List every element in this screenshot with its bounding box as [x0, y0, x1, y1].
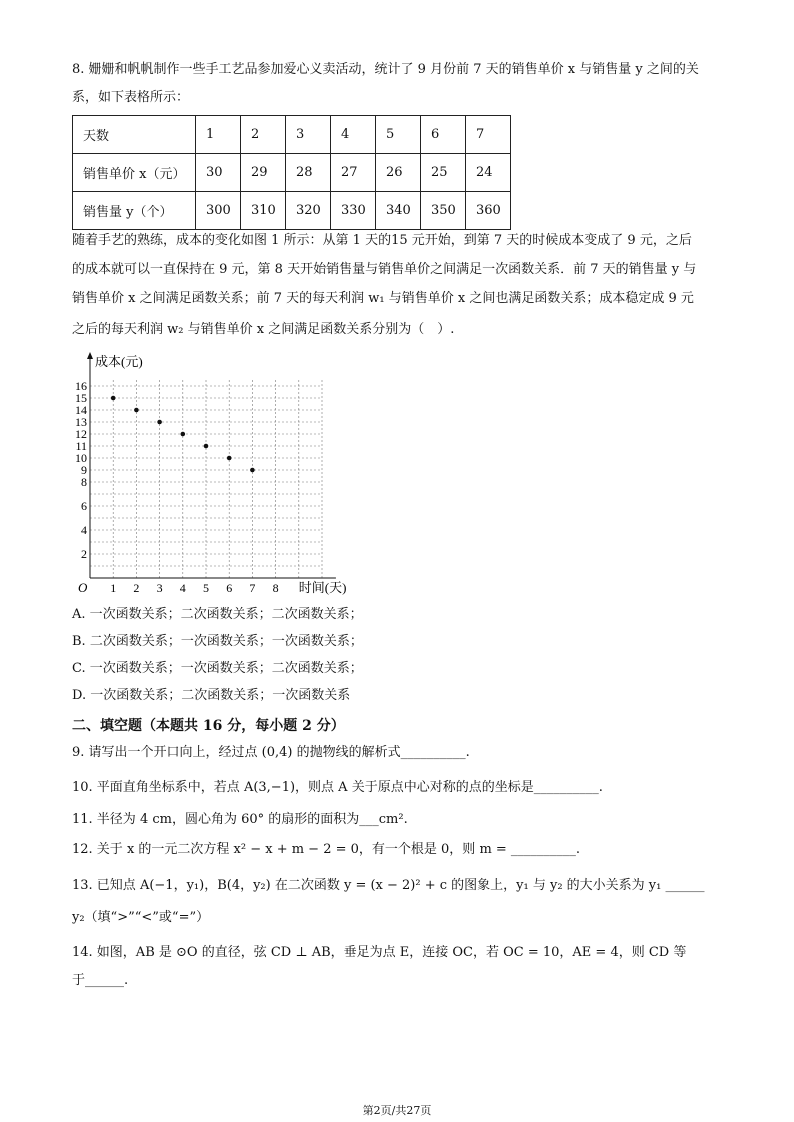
y-tick-label: 11: [75, 439, 87, 453]
q14-line2: 于______.: [72, 973, 129, 988]
table-cell: 2: [241, 116, 286, 154]
section-title: 二、填空题（本题共 16 分，每小题 2 分）: [72, 718, 345, 734]
table-cell: 25: [421, 154, 466, 192]
table-cell: 340: [376, 192, 421, 230]
option-a[interactable]: A. 一次函数关系；二次函数关系；二次函数关系；: [72, 607, 363, 622]
q8-para2: 的成本就可以一直保持在 9 元，第 8 天开始销售量与销售单价之间满足一次函数关系．前 7 天的销售量 y 与: [72, 262, 697, 277]
table-cell: 300: [196, 192, 241, 230]
option-c[interactable]: C. 一次函数关系；一次函数关系；二次函数关系；: [72, 661, 363, 676]
x-tick-label: 4: [179, 581, 186, 595]
y-axis-arrow: [87, 352, 93, 359]
x-tick-label: 2: [133, 581, 140, 595]
q8-para1: 随着手艺的熟练，成本的变化如图 1 所示：从第 1 天的15 元开始，到第 7 天的时候成本变成了 9 元，之后: [72, 233, 692, 248]
x-tick-label: 1: [110, 581, 117, 595]
x-tick-label: 8: [272, 581, 279, 595]
q8-para4: 之后的每天利润 w₂ 与销售单价 x 之间满足函数关系分别为（ ）.: [72, 322, 455, 337]
table-row-header: 销售单价 x（元）: [73, 154, 196, 192]
option-d[interactable]: D. 一次函数关系；二次函数关系；一次函数关系: [72, 688, 351, 703]
table-cell: 4: [331, 116, 376, 154]
y-tick-label: 6: [81, 499, 87, 513]
q9: 9. 请写出一个开口向上，经过点 (0,4) 的抛物线的解析式__________.: [72, 745, 470, 760]
x-axis-label: 时间(天): [298, 580, 347, 595]
q8-table: [72, 115, 511, 230]
data-point: [181, 432, 186, 437]
table-cell: 310: [241, 192, 286, 230]
page-footer: 第2页/共27页: [362, 1104, 432, 1117]
table-cell: 330: [331, 192, 376, 230]
table-cell: 7: [466, 116, 511, 154]
data-point: [227, 456, 232, 461]
table-cell: 6: [421, 116, 466, 154]
q10: 10. 平面直角坐标系中，若点 A(3,−1)，则点 A 关于原点中心对称的点的坐标是__________.: [72, 780, 603, 795]
y-tick-label: 10: [75, 451, 87, 465]
data-point: [204, 444, 209, 449]
data-point: [134, 408, 139, 413]
table-cell: 28: [286, 154, 331, 192]
table-cell: 1: [196, 116, 241, 154]
y-tick-label: 15: [75, 391, 87, 405]
table-cell: 3: [286, 116, 331, 154]
q8-line2: 系，如下表格所示：: [72, 90, 190, 105]
table-row-header: 天数: [73, 116, 196, 154]
y-tick-label: 4: [81, 523, 87, 537]
x-tick-label: 6: [226, 581, 233, 595]
q8-para3: 销售单价 x 之间满足函数关系；前 7 天的每天利润 w₁ 与销售单价 x 之间也满足函数关系；成本稳定成 9 元: [72, 291, 694, 306]
q8-line1: 8. 姗姗和帆帆制作一些手工艺品参加爱心义卖活动，统计了 9 月份前 7 天的销售单价 x 与销售量 y 之间的关: [72, 62, 699, 77]
data-point: [157, 420, 162, 425]
y-tick-label: 8: [81, 475, 87, 489]
table-cell: 5: [376, 116, 421, 154]
x-tick-label: 5: [203, 581, 209, 595]
q13-line1: 13. 已知点 A(−1，y₁)，B(4，y₂) 在二次函数 y = (x − 2)² + c 的图象上，y₁ 与 y₂ 的大小关系为 y₁ ______: [72, 878, 705, 893]
x-tick-label: 3: [156, 581, 163, 595]
y-tick-label: 9: [81, 463, 87, 477]
table-cell: 360: [466, 192, 511, 230]
data-point: [111, 396, 116, 401]
table-cell: 320: [286, 192, 331, 230]
table-cell: 350: [421, 192, 466, 230]
table-cell: 26: [376, 154, 421, 192]
table-row: [73, 192, 511, 230]
y-tick-label: 14: [75, 403, 87, 417]
origin-label: O: [78, 580, 88, 595]
table-cell: 30: [196, 154, 241, 192]
q14-line1: 14. 如图，AB 是 ⊙O 的直径，弦 CD ⊥ AB，垂足为点 E，连接 OC，若 OC = 10，AE = 4，则 CD 等: [72, 945, 687, 960]
table-cell: 29: [241, 154, 286, 192]
y-axis-label: 成本(元): [95, 354, 143, 369]
q13-line2: y₂（填“>”“<”或“=”）: [72, 910, 210, 925]
y-tick-label: 16: [75, 379, 87, 393]
table-cell: 24: [466, 154, 511, 192]
y-tick-label: 13: [75, 415, 87, 429]
y-tick-label: 2: [81, 547, 87, 561]
q12: 12. 关于 x 的一元二次方程 x² − x + m − 2 = 0，有一个根是 0，则 m = __________.: [72, 842, 581, 857]
table-cell: 27: [331, 154, 376, 192]
option-b[interactable]: B. 二次函数关系；一次函数关系；一次函数关系；: [72, 634, 363, 649]
q11: 11. 半径为 4 cm，圆心角为 60° 的扇形的面积为___cm².: [72, 812, 408, 827]
cost-chart: [70, 352, 370, 600]
y-tick-label: 12: [75, 427, 87, 441]
data-point: [250, 468, 255, 473]
table-row: [73, 116, 511, 154]
x-tick-label: 7: [249, 581, 256, 595]
table-row: [73, 154, 511, 192]
table-row-header: 销售量 y（个）: [73, 192, 196, 230]
